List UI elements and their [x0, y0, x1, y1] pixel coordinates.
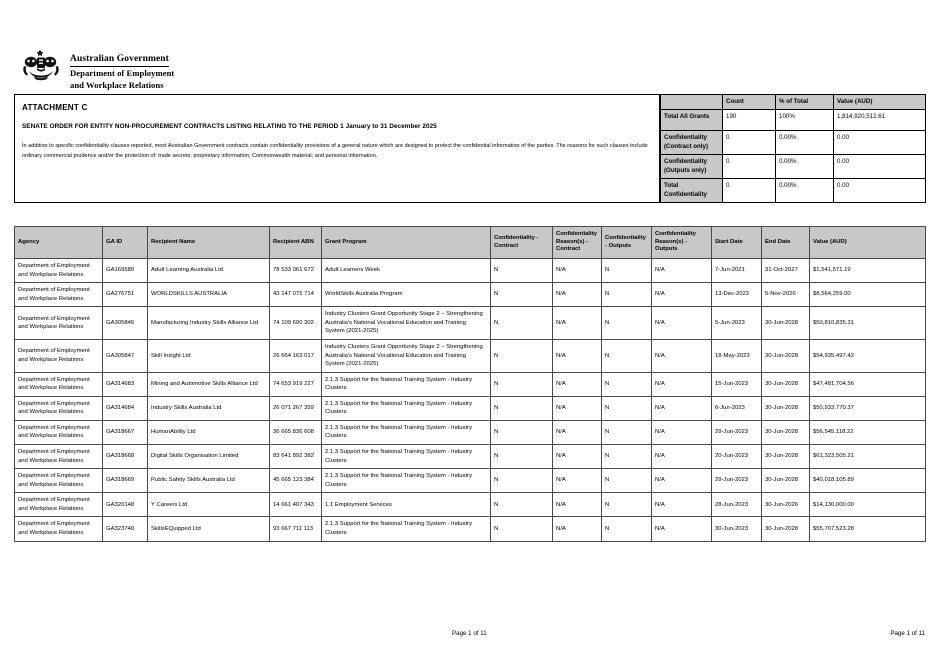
cell-confidentiality-reason-contract: N/A [553, 469, 602, 493]
cell-value: $50,933,770.37 [810, 396, 926, 420]
table-row [15, 445, 926, 469]
cell-confidentiality-outputs: N [602, 372, 652, 396]
cell-confidentiality-reason-outputs: N/A [652, 372, 712, 396]
cell-ga-id: GA314683 [103, 372, 148, 396]
summary-row-percent: 0.00% [776, 131, 834, 155]
column-header-start-date: Start Date [712, 227, 762, 259]
cell-recipient-abn: 45 665 123 384 [270, 469, 322, 493]
table-header-row [15, 227, 926, 259]
cell-end-date: 30-Jun-2026 [762, 493, 810, 517]
australian-government-crest-icon [20, 49, 62, 83]
cell-confidentiality-outputs: N [602, 469, 652, 493]
cell-ga-id: GA305846 [103, 307, 148, 340]
summary-row-count: 0 [723, 155, 776, 179]
cell-recipient-abn: 14 661 407 343 [270, 493, 322, 517]
cell-grant-program: 2.1.3 Support for the National Training System - Industry Clusters [322, 420, 491, 444]
cell-grant-program: 2.1.3 Support for the National Training System - Industry Clusters [322, 372, 491, 396]
cell-recipient-abn: 26 664 163 017 [270, 339, 322, 372]
cell-agency: Department of Employment and Workplace Relations [15, 372, 103, 396]
cell-start-date: 6-Jun-2023 [712, 396, 762, 420]
cell-recipient-abn: 74 653 919 227 [270, 372, 322, 396]
cell-agency: Department of Employment and Workplace Relations [15, 469, 103, 493]
table-row [15, 493, 926, 517]
cell-confidentiality-outputs: N [602, 420, 652, 444]
cell-ga-id: GA318667 [103, 420, 148, 444]
cell-grant-program: 2.1.3 Support for the National Training System - Industry Clusters [322, 396, 491, 420]
cell-start-date: 29-Jun-2023 [712, 420, 762, 444]
cell-ga-id: GA305847 [103, 339, 148, 372]
senate-order-subtitle: SENATE ORDER FOR ENTITY NON-PROCUREMENT CONTRACTS LISTING RELATING TO THE PERIOD 1 January to 31 December 2025 [22, 123, 437, 130]
column-header-agency: Agency [15, 227, 103, 259]
cell-recipient-abn: 83 641 892 382 [270, 445, 322, 469]
cell-start-date: 18-May-2023 [712, 339, 762, 372]
cell-confidentiality-reason-outputs: N/A [652, 517, 712, 541]
cell-start-date: 7-Jun-2021 [712, 259, 762, 283]
cell-agency: Department of Employment and Workplace Relations [15, 283, 103, 307]
cell-confidentiality-outputs: N [602, 445, 652, 469]
cell-confidentiality-contract: N [491, 396, 553, 420]
cell-agency: Department of Employment and Workplace Relations [15, 339, 103, 372]
summary-row-confidentiality-contract-only [661, 131, 926, 155]
summary-row-label: Total Confidentiality [661, 179, 723, 203]
cell-recipient-name: HumanAbility Ltd [148, 420, 270, 444]
summary-header-row [661, 95, 926, 110]
footer-page-number-right: Page 1 of 11 [890, 630, 925, 637]
cell-recipient-name: Manufacturing Industry Skills Alliance Ltd [148, 307, 270, 340]
summary-row-value: 1,814,920,512.61 [834, 110, 926, 131]
cell-recipient-abn: 93 667 711 113 [270, 517, 322, 541]
cell-start-date: 30-Jun-2023 [712, 517, 762, 541]
letterhead [20, 48, 174, 90]
cell-confidentiality-reason-contract: N/A [553, 307, 602, 340]
cell-start-date: 29-Jun-2023 [712, 469, 762, 493]
cell-confidentiality-reason-contract: N/A [553, 493, 602, 517]
cell-ga-id: GA323740 [103, 517, 148, 541]
cell-confidentiality-outputs: N [602, 517, 652, 541]
cell-value: $54,935,497.42 [810, 339, 926, 372]
cell-confidentiality-reason-contract: N/A [553, 396, 602, 420]
cell-confidentiality-contract: N [491, 469, 553, 493]
summary-row-percent: 100% [776, 110, 834, 131]
summary-row-confidentiality-outputs-only [661, 155, 926, 179]
column-header-confidentiality-reason-outputs: Confidentiality Reason(s) - Outputs [652, 227, 712, 259]
cell-confidentiality-outputs: N [602, 339, 652, 372]
cell-grant-program: WorldSkills Australia Program [322, 283, 491, 307]
cell-confidentiality-contract: N [491, 420, 553, 444]
cell-confidentiality-outputs: N [602, 259, 652, 283]
cell-agency: Department of Employment and Workplace Relations [15, 420, 103, 444]
cell-grant-program: 2.1.3 Support for the National Training System - Industry Clusters [322, 445, 491, 469]
cell-value: $14,130,000.00 [810, 493, 926, 517]
cell-value: $61,323,505.21 [810, 445, 926, 469]
cell-confidentiality-reason-outputs: N/A [652, 307, 712, 340]
cell-start-date: 13-Dec-2022 [712, 283, 762, 307]
cell-recipient-abn: 78 533 061 672 [270, 259, 322, 283]
cell-confidentiality-contract: N [491, 372, 553, 396]
department-name-line2: and Workplace Relations [70, 79, 164, 90]
non-procurement-contracts-table [14, 226, 926, 542]
summary-row-count: 0 [723, 179, 776, 203]
cell-confidentiality-reason-contract: N/A [553, 339, 602, 372]
cell-value: $40,018,105.89 [810, 469, 926, 493]
summary-row-percent: 0.00% [776, 179, 834, 203]
cell-confidentiality-reason-outputs: N/A [652, 469, 712, 493]
column-header-confidentiality-reason-contract: Confidentiality Reason(s) - Contract [553, 227, 602, 259]
cell-confidentiality-outputs: N [602, 283, 652, 307]
cell-end-date: 30-Jun-2028 [762, 372, 810, 396]
cell-grant-program: 1.1 Employment Services [322, 493, 491, 517]
cell-start-date: 20-Jun-2023 [712, 445, 762, 469]
column-header-confidentiality-outputs: Confidentiality - Outputs [602, 227, 652, 259]
attachment-title: ATTACHMENT C [22, 103, 88, 112]
cell-confidentiality-contract: N [491, 517, 553, 541]
cell-confidentiality-reason-outputs: N/A [652, 339, 712, 372]
column-header-grant-program: Grant Program [322, 227, 491, 259]
cell-grant-program: Industry Clusters Grant Opportunity Stage 2 – Strengthening Australia's National Vocational Education and Training System (2021-2025) [322, 307, 491, 340]
attachment-info-box [14, 94, 660, 203]
cell-confidentiality-contract: N [491, 259, 553, 283]
cell-confidentiality-contract: N [491, 339, 553, 372]
cell-recipient-name: SkillsEQuipped Ltd [148, 517, 270, 541]
cell-ga-id: GA318668 [103, 445, 148, 469]
cell-value: $8,564,259.00 [810, 283, 926, 307]
cell-agency: Department of Employment and Workplace Relations [15, 517, 103, 541]
cell-confidentiality-reason-contract: N/A [553, 420, 602, 444]
cell-confidentiality-reason-contract: N/A [553, 259, 602, 283]
table-row [15, 372, 926, 396]
summary-row-label: Confidentiality (Contract only) [661, 131, 723, 155]
cell-agency: Department of Employment and Workplace Relations [15, 445, 103, 469]
cell-ga-id: GA169580 [103, 259, 148, 283]
summary-row-total-confidentiality [661, 179, 926, 203]
column-header-value: Value (AUD) [810, 227, 926, 259]
summary-header-percent: % of Total [776, 95, 834, 110]
table-row [15, 420, 926, 444]
cell-confidentiality-reason-contract: N/A [553, 283, 602, 307]
government-name: Australian Government [70, 54, 169, 67]
cell-confidentiality-reason-outputs: N/A [652, 396, 712, 420]
cell-agency: Department of Employment and Workplace Relations [15, 493, 103, 517]
table-row [15, 469, 926, 493]
cell-confidentiality-outputs: N [602, 307, 652, 340]
cell-end-date: 5-Nov-2026 [762, 283, 810, 307]
cell-recipient-abn: 74 109 600 302 [270, 307, 322, 340]
summary-table [660, 94, 926, 203]
column-header-end-date: End Date [762, 227, 810, 259]
cell-confidentiality-contract: N [491, 307, 553, 340]
cell-end-date: 30-Jun-2028 [762, 469, 810, 493]
cell-recipient-name: Mining and Automotive Skills Alliance Ltd [148, 372, 270, 396]
cell-ga-id: GA276751 [103, 283, 148, 307]
cell-start-date: 15-Jun-2023 [712, 372, 762, 396]
cell-value: $47,481,704.56 [810, 372, 926, 396]
cell-recipient-abn: 43 147 075 714 [270, 283, 322, 307]
cell-confidentiality-reason-outputs: N/A [652, 493, 712, 517]
cell-recipient-abn: 36 665 836 608 [270, 420, 322, 444]
cell-confidentiality-reason-outputs: N/A [652, 259, 712, 283]
cell-confidentiality-contract: N [491, 445, 553, 469]
summary-header-count: Count [723, 95, 776, 110]
cell-end-date: 30-Jun-2028 [762, 307, 810, 340]
cell-recipient-name: Industry Skills Australia Ltd [148, 396, 270, 420]
summary-row-total-all-grants [661, 110, 926, 131]
cell-confidentiality-reason-outputs: N/A [652, 420, 712, 444]
cell-ga-id: GA318669 [103, 469, 148, 493]
cell-confidentiality-reason-contract: N/A [553, 517, 602, 541]
cell-confidentiality-reason-contract: N/A [553, 445, 602, 469]
cell-confidentiality-contract: N [491, 493, 553, 517]
table-row [15, 339, 926, 372]
summary-row-count: 0 [723, 131, 776, 155]
column-header-ga-id: GA ID [103, 227, 148, 259]
cell-end-date: 31-Oct-2027 [762, 259, 810, 283]
cell-agency: Department of Employment and Workplace Relations [15, 307, 103, 340]
table-row [15, 283, 926, 307]
footer-page-number-left: Page 1 of 11 [452, 630, 487, 637]
cell-confidentiality-contract: N [491, 283, 553, 307]
cell-confidentiality-outputs: N [602, 493, 652, 517]
cell-end-date: 30-Jun-2028 [762, 445, 810, 469]
cell-confidentiality-outputs: N [602, 396, 652, 420]
cell-recipient-name: Skill Insight Ltd [148, 339, 270, 372]
cell-value: $55,707,523.28 [810, 517, 926, 541]
table-row [15, 307, 926, 340]
cell-value: $56,545,118.22 [810, 420, 926, 444]
cell-agency: Department of Employment and Workplace Relations [15, 259, 103, 283]
cell-start-date: 5-Jun-2023 [712, 307, 762, 340]
column-header-recipient-name: Recipient Name [148, 227, 270, 259]
summary-row-percent: 0.00% [776, 155, 834, 179]
cell-end-date: 30-Jun-2028 [762, 396, 810, 420]
table-row [15, 517, 926, 541]
confidentiality-paragraph: In addition to specific confidentiality clauses reported, most Australian Government contracts contain confidentiality provisions of a general nature which are designed to protect the confidential information of the parties. The reasons for such clauses include ordinary commercial prudence and/or the protection of: trade secrets; proprietary information; Commonwealth material; and personal information. [22, 143, 648, 159]
cell-grant-program: Industry Clusters Grant Opportunity Stage 2 – Strengthening Australia's National Vocational Education and Training System (2021-2025) [322, 339, 491, 372]
cell-value: $1,541,571.19 [810, 259, 926, 283]
table-body [15, 259, 926, 542]
summary-row-value: 0.00 [834, 179, 926, 203]
cell-recipient-name: Y Careers Ltd [148, 493, 270, 517]
summary-row-count: 190 [723, 110, 776, 131]
department-name-line1: Department of Employment [70, 68, 175, 79]
cell-value: $50,810,835.31 [810, 307, 926, 340]
cell-recipient-name: WORLDSKILLS AUSTRALIA [148, 283, 270, 307]
summary-row-value: 0.00 [834, 155, 926, 179]
cell-confidentiality-reason-outputs: N/A [652, 283, 712, 307]
cell-recipient-abn: 26 071 267 359 [270, 396, 322, 420]
cell-start-date: 28-Jun-2023 [712, 493, 762, 517]
column-header-recipient-abn: Recipient ABN [270, 227, 322, 259]
summary-row-label: Confidentiality (Outputs only) [661, 155, 723, 179]
table-row [15, 259, 926, 283]
cell-end-date: 30-Jun-2028 [762, 420, 810, 444]
summary-row-label: Total All Grants [661, 110, 723, 131]
cell-recipient-name: Public Safety Skills Australia Ltd [148, 469, 270, 493]
cell-confidentiality-reason-outputs: N/A [652, 445, 712, 469]
cell-recipient-name: Adult Learning Australia Ltd [148, 259, 270, 283]
cell-grant-program: 2.1.3 Support for the National Training System - Industry Clusters [322, 517, 491, 541]
cell-end-date: 30-Jun-2028 [762, 339, 810, 372]
cell-grant-program: 2.1.3 Support for the National Training System - Industry Clusters [322, 469, 491, 493]
cell-confidentiality-reason-contract: N/A [553, 372, 602, 396]
table-row [15, 396, 926, 420]
summary-header-blank [661, 95, 723, 110]
column-header-confidentiality-contract: Confidentiality - Contract [491, 227, 553, 259]
cell-ga-id: GA320148 [103, 493, 148, 517]
cell-recipient-name: Digital Skills Organisation Limited [148, 445, 270, 469]
cell-agency: Department of Employment and Workplace Relations [15, 396, 103, 420]
cell-ga-id: GA314684 [103, 396, 148, 420]
cell-grant-program: Adult Learners Week [322, 259, 491, 283]
summary-header-value: Value (AUD) [834, 95, 926, 110]
summary-row-value: 0.00 [834, 131, 926, 155]
cell-end-date: 30-Jun-2028 [762, 517, 810, 541]
